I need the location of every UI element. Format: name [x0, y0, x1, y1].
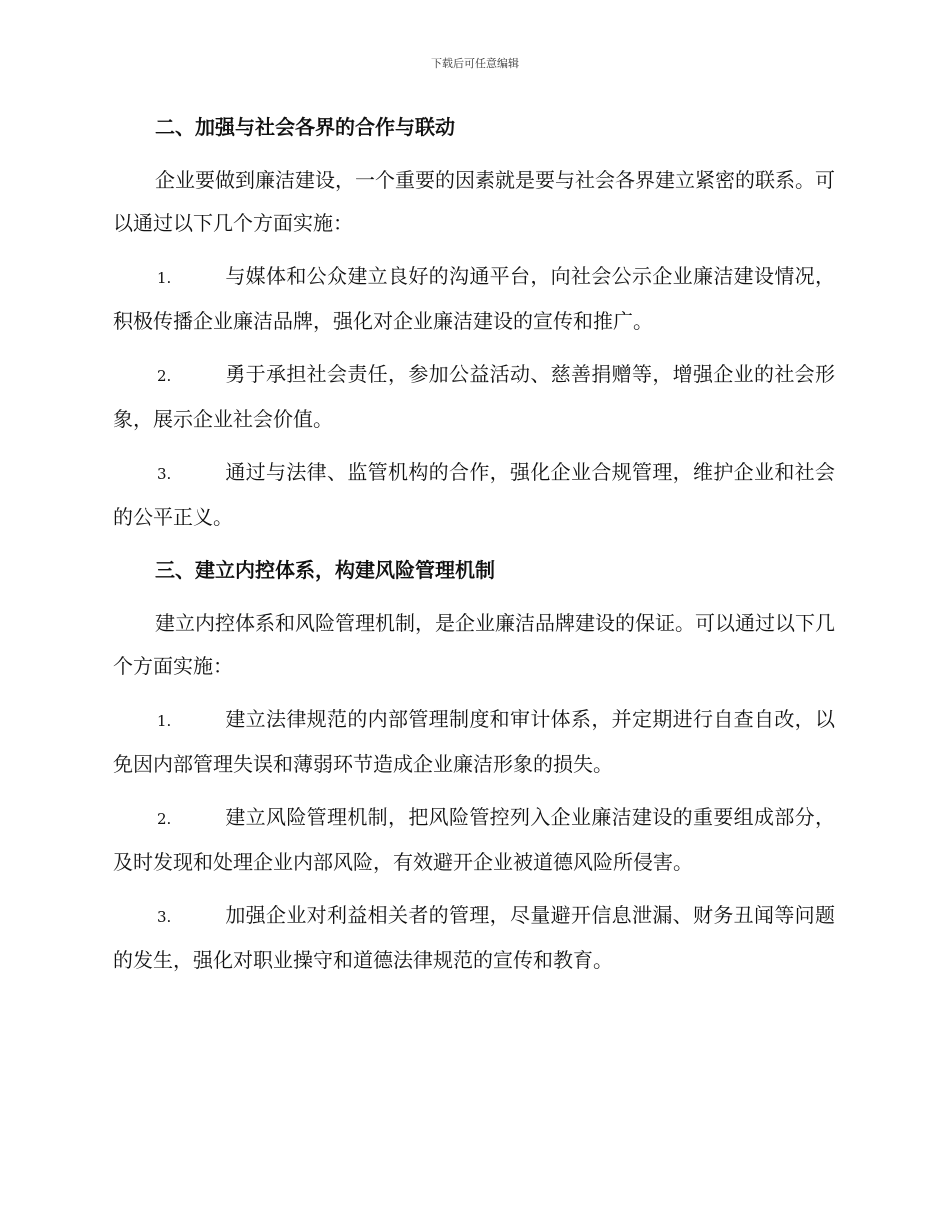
- list-item: [113, 796, 835, 884]
- list-item: [113, 255, 835, 343]
- section-intro: 建立内控体系和风险管理机制，是企业廉洁品牌建设的保证。可以通过以下几个方面实施：: [113, 611, 835, 678]
- section-heading: 三、建立内控体系，构建风险管理机制: [155, 558, 495, 582]
- list-text: 勇于承担社会责任，参加公益活动、慈善捐赠等，增强企业的社会形象，展示企业社会价值。: [113, 362, 835, 431]
- list-number: 3.: [157, 908, 172, 926]
- section-cooperation: [113, 106, 835, 539]
- list-text: 与媒体和公众建立良好的沟通平台，向社会公示企业廉洁建设情况，积极传播企业廉洁品牌，强化对企业廉洁建设的宣传和推广。: [113, 264, 835, 333]
- list-number: 3.: [157, 465, 172, 483]
- section-internal-control: [113, 549, 835, 982]
- list-number: 1.: [157, 269, 172, 287]
- list-text: 通过与法律、监管机构的合作，强化企业合规管理，维护企业和社会的公平正义。: [113, 460, 835, 529]
- section-heading: 二、加强与社会各界的合作与联动: [155, 115, 455, 139]
- list-item: [113, 698, 835, 786]
- list-item: [113, 451, 835, 539]
- list-text: 加强企业对利益相关者的管理，尽量避开信息泄漏、财务丑闻等问题的发生，强化对职业操守和道德法律规范的宣传和教育。: [113, 903, 835, 972]
- list-number: 1.: [157, 712, 172, 730]
- list-text: 建立法律规范的内部管理制度和审计体系，并定期进行自查自改，以免因内部管理失误和薄弱环节造成企业廉洁形象的损失。: [113, 707, 835, 776]
- list-number: 2.: [157, 367, 172, 385]
- section-intro: 企业要做到廉洁建设，一个重要的因素就是要与社会各界建立紧密的联系。可以通过以下几个方面实施：: [113, 168, 835, 235]
- document-body: [113, 106, 835, 992]
- list-number: 2.: [157, 810, 172, 828]
- list-item: [113, 894, 835, 982]
- list-text: 建立风险管理机制，把风险管控列入企业廉洁建设的重要组成部分，及时发现和处理企业内部风险，有效避开企业被道德风险所侵害。: [113, 805, 835, 874]
- page-header-note: 下载后可任意编辑: [431, 57, 519, 70]
- list-item: [113, 353, 835, 441]
